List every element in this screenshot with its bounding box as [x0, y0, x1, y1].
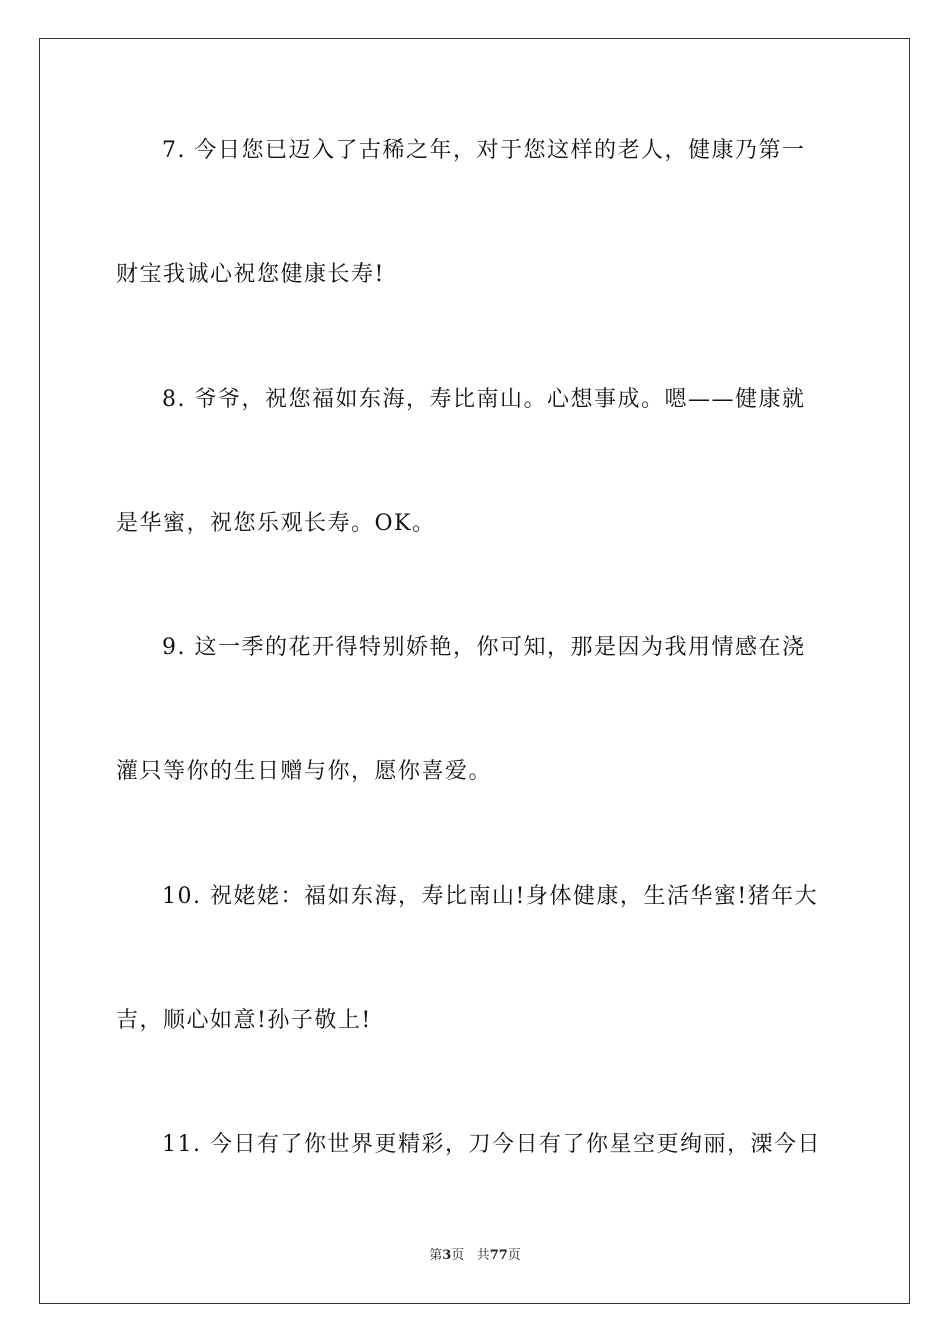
paragraph-line: 7. 今日您已迈入了古稀之年，对于您这样的老人，健康乃第一 — [162, 138, 806, 163]
page-suffix: 页 — [451, 1248, 465, 1263]
paragraph-line: 吉，顺心如意!孙子敬上! — [116, 1008, 372, 1033]
paragraph-line: 9. 这一季的花开得特别娇艳，你可知，那是因为我用情感在浇 — [162, 635, 806, 660]
page-number: 3 — [442, 1248, 452, 1263]
page-footer — [0, 1246, 950, 1266]
total-pages: 77 — [489, 1248, 508, 1263]
paragraph-line: 灌只等你的生日赠与你，愿你喜爱。 — [116, 759, 493, 784]
page-prefix: 第 — [429, 1248, 443, 1263]
paragraph-line: 是华蜜，祝您乐观长寿。OK。 — [116, 511, 436, 536]
paragraph-line: 财宝我诚心祝您健康长寿! — [116, 262, 385, 287]
total-prefix: 共 — [476, 1248, 490, 1263]
paragraph-line: 8. 爷爷，祝您福如东海，寿比南山。心想事成。嗯——健康就 — [162, 387, 806, 412]
paragraph-line: 10. 祝姥姥：福如东海，寿比南山!身体健康，生活华蜜!猪年大 — [162, 884, 819, 909]
paragraph-line: 11. 今日有了你世界更精彩，刀今日有了你星空更绚丽，溧今日 — [162, 1132, 821, 1157]
total-suffix: 页 — [507, 1248, 521, 1263]
page-border — [39, 38, 910, 1304]
